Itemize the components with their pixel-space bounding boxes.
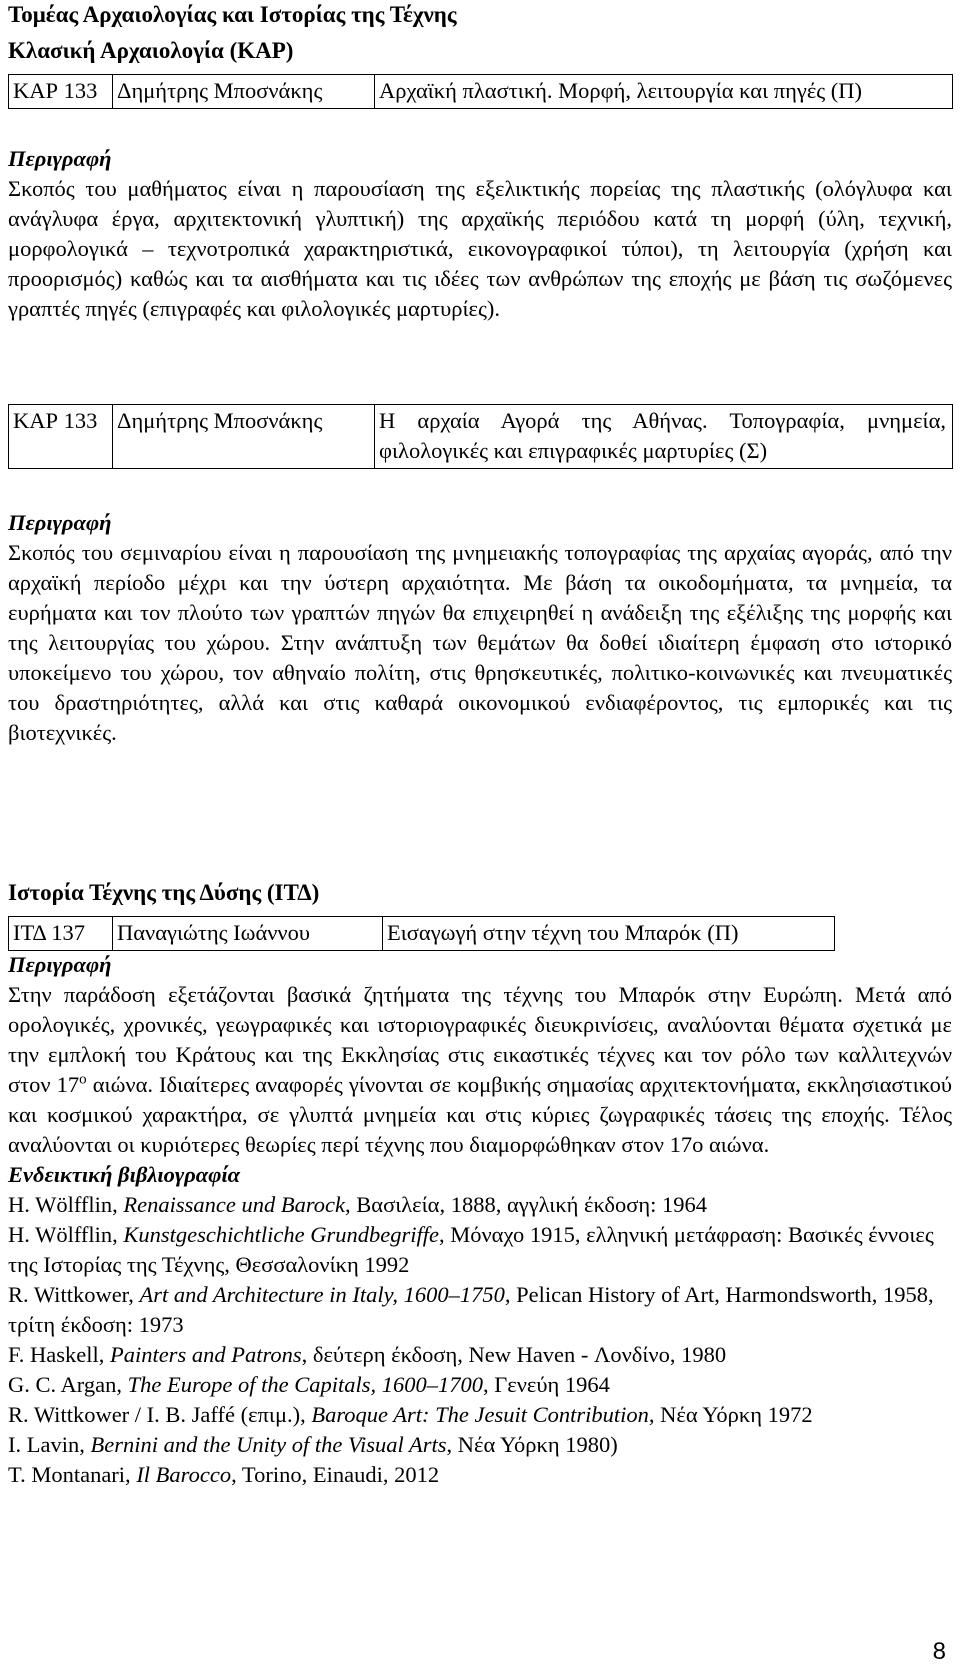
course-description-ite137-baroque [8,950,952,1490]
description-text: Στην παράδοση εξετάζονται βασικά ζητήματα της τέχνης του Μπαρόκ στην Ευρώπη. Μετά από ορολογικές, χρονικές, γεωγραφικές και ιστοριογραφικές διευκρινίσεις, αναλύονται θέματα σχετικά με την εμπλοκή του Κράτους και της Εκκλησίας στις εικαστικές τέχνες και τον ρόλο των καλλιτεχνών στον $17^o$ αιώνα. Ιδιαίτερες αναφορές γίνονται σε κομβικής σημασίας αρχιτεκτονήματα, εκκλησιαστικού και κοσμικού χαρακτήρα, σε γλυπτά μνημεία και στις κύριες ζωγραφικές τάσεις της εποχής. Τέλος αναλύονται οι κυριότερες θεωρίες περί τέχνης που διαμορφώθηκαν στον 17ο αιώνα. [8,982,952,1157]
course-code: ΚΑΡ 133 [9,75,113,109]
description-label: Περιγραφή [8,510,112,535]
description-label: Περιγραφή [8,146,112,171]
course-title: Η αρχαία Αγορά της Αθήνας. Τοπογραφία, μνημεία, φιλολογικές και επιγραφικές μαρτυρίες (Σ) [375,405,953,469]
course-code: ΙΤΔ 137 [9,917,113,951]
bibliography-entry: R. Wittkower, Art and Architecture in Italy, 1600–1750, Pelican History of Art, Harmondsworth, 1958, τρίτη έκδοση: 1973 [8,1282,934,1337]
bibliography-entry: T. Montanari, Il Barocco, Torino, Einaudi, 2012 [8,1462,440,1487]
course-instructor: Δημήτρης Μποσνάκης [113,405,375,469]
course-description-kar133-sculpture [8,144,952,324]
course-title: Εισαγωγή στην τέχνη του Μπαρόκ (Π) [383,917,835,951]
course-instructor: Παναγιώτης Ιωάννου [113,917,383,951]
department-heading: Τομέας Αρχαιολογίας και Ιστορίας της Τέχνης [8,2,457,27]
bibliography-entry: F. Haskell, Painters and Patrons, δεύτερη έκδοση, New Haven - Λονδίνο, 1980 [8,1342,727,1367]
course-description-kar133-agora [8,508,952,748]
course-title: Αρχαϊκή πλαστική. Μορφή, λειτουργία και πηγές (Π) [375,75,953,109]
bibliography-entry: H. Wölfflin, Kunstgeschichtliche Grundbegriffe, Μόναχο 1915, ελληνική μετάφραση: Βασικές έννοιες της Ιστορίας της Τέχνης, Θεσσαλονίκη 1992 [8,1222,934,1277]
course-table-ite137-baroque [8,916,835,951]
course-instructor: Δημήτρης Μποσνάκης [113,75,375,109]
course-table-kar133-agora [8,404,953,469]
section-heading-classical-archaeology: Κλασική Αρχαιολογία (ΚΑΡ) [8,38,294,63]
bibliography-entry: G. C. Argan, The Europe of the Capitals, 1600–1700, Γενεύη 1964 [8,1372,610,1397]
description-label: Περιγραφή [8,952,112,977]
bibliography-entry: R. Wittkower / I. B. Jaffé (επιμ.), Baroque Art: The Jesuit Contribution, Νέα Υόρκη 1972 [8,1402,813,1427]
bibliography-label: Ενδεικτική βιβλιογραφία [8,1162,241,1187]
page-number: 8 [932,1638,946,1665]
section-heading-western-art-history: Ιστορία Τέχνης της Δύσης (ΙΤΔ) [8,880,320,905]
bibliography-entry: H. Wölfflin, Renaissance und Barock, Βασιλεία, 1888, αγγλική έκδοση: 1964 [8,1192,707,1217]
bibliography-list [8,1190,952,1490]
bibliography-entry: I. Lavin, Bernini and the Unity of the Visual Arts, Νέα Υόρκη 1980) [8,1432,618,1457]
course-table-kar133-sculpture [8,74,953,109]
course-code: ΚΑΡ 133 [9,405,113,469]
description-text: Σκοπός του μαθήματος είναι η παρουσίαση της εξελικτικής πορείας της πλαστικής (ολόγλυφα και ανάγλυφα έργα, αρχιτεκτονική γλυπτική) της αρχαϊκής περιόδου κατά τη μορφή (ύλη, τεχνική, μορφολογικά – τεχνοτροπικά χαρακτηριστικά, εικονογραφικοί τύποι), τη λειτουργία (χρήση και προορισμός) καθώς και τα αισθήματα και τις ιδέες των ανθρώπων της εποχής με βάση τις σωζόμενες γραπτές πηγές (επιγραφές και φιλολογικές μαρτυρίες). [8,176,952,321]
description-text: Σκοπός του σεμιναρίου είναι η παρουσίαση της μνημειακής τοπογραφίας της αρχαίας αγοράς, από την αρχαϊκή περίοδο μέχρι και την ύστερη αρχαιότητα. Με βάση τα οικοδομήματα, τα μνημεία, τα ευρήματα και τον πλούτο των γραπτών πηγών θα επιχειρηθεί η ανάδειξη της εξέλιξης της μορφής και της λειτουργίας του χώρου. Στην ανάπτυξη των θεμάτων θα δοθεί ιδιαίτερη έμφαση στο ιστορικό υποκείμενο του χώρου, τον αθηναίο πολίτη, στις θρησκευτικές, πολιτικο-κοινωνικές και πνευματικές του δραστηριότητες, αλλά και στις καθαρά οικονομικού ενδιαφέροντος, τις εμπορικές και τις βιοτεχνικές. [8,540,952,745]
